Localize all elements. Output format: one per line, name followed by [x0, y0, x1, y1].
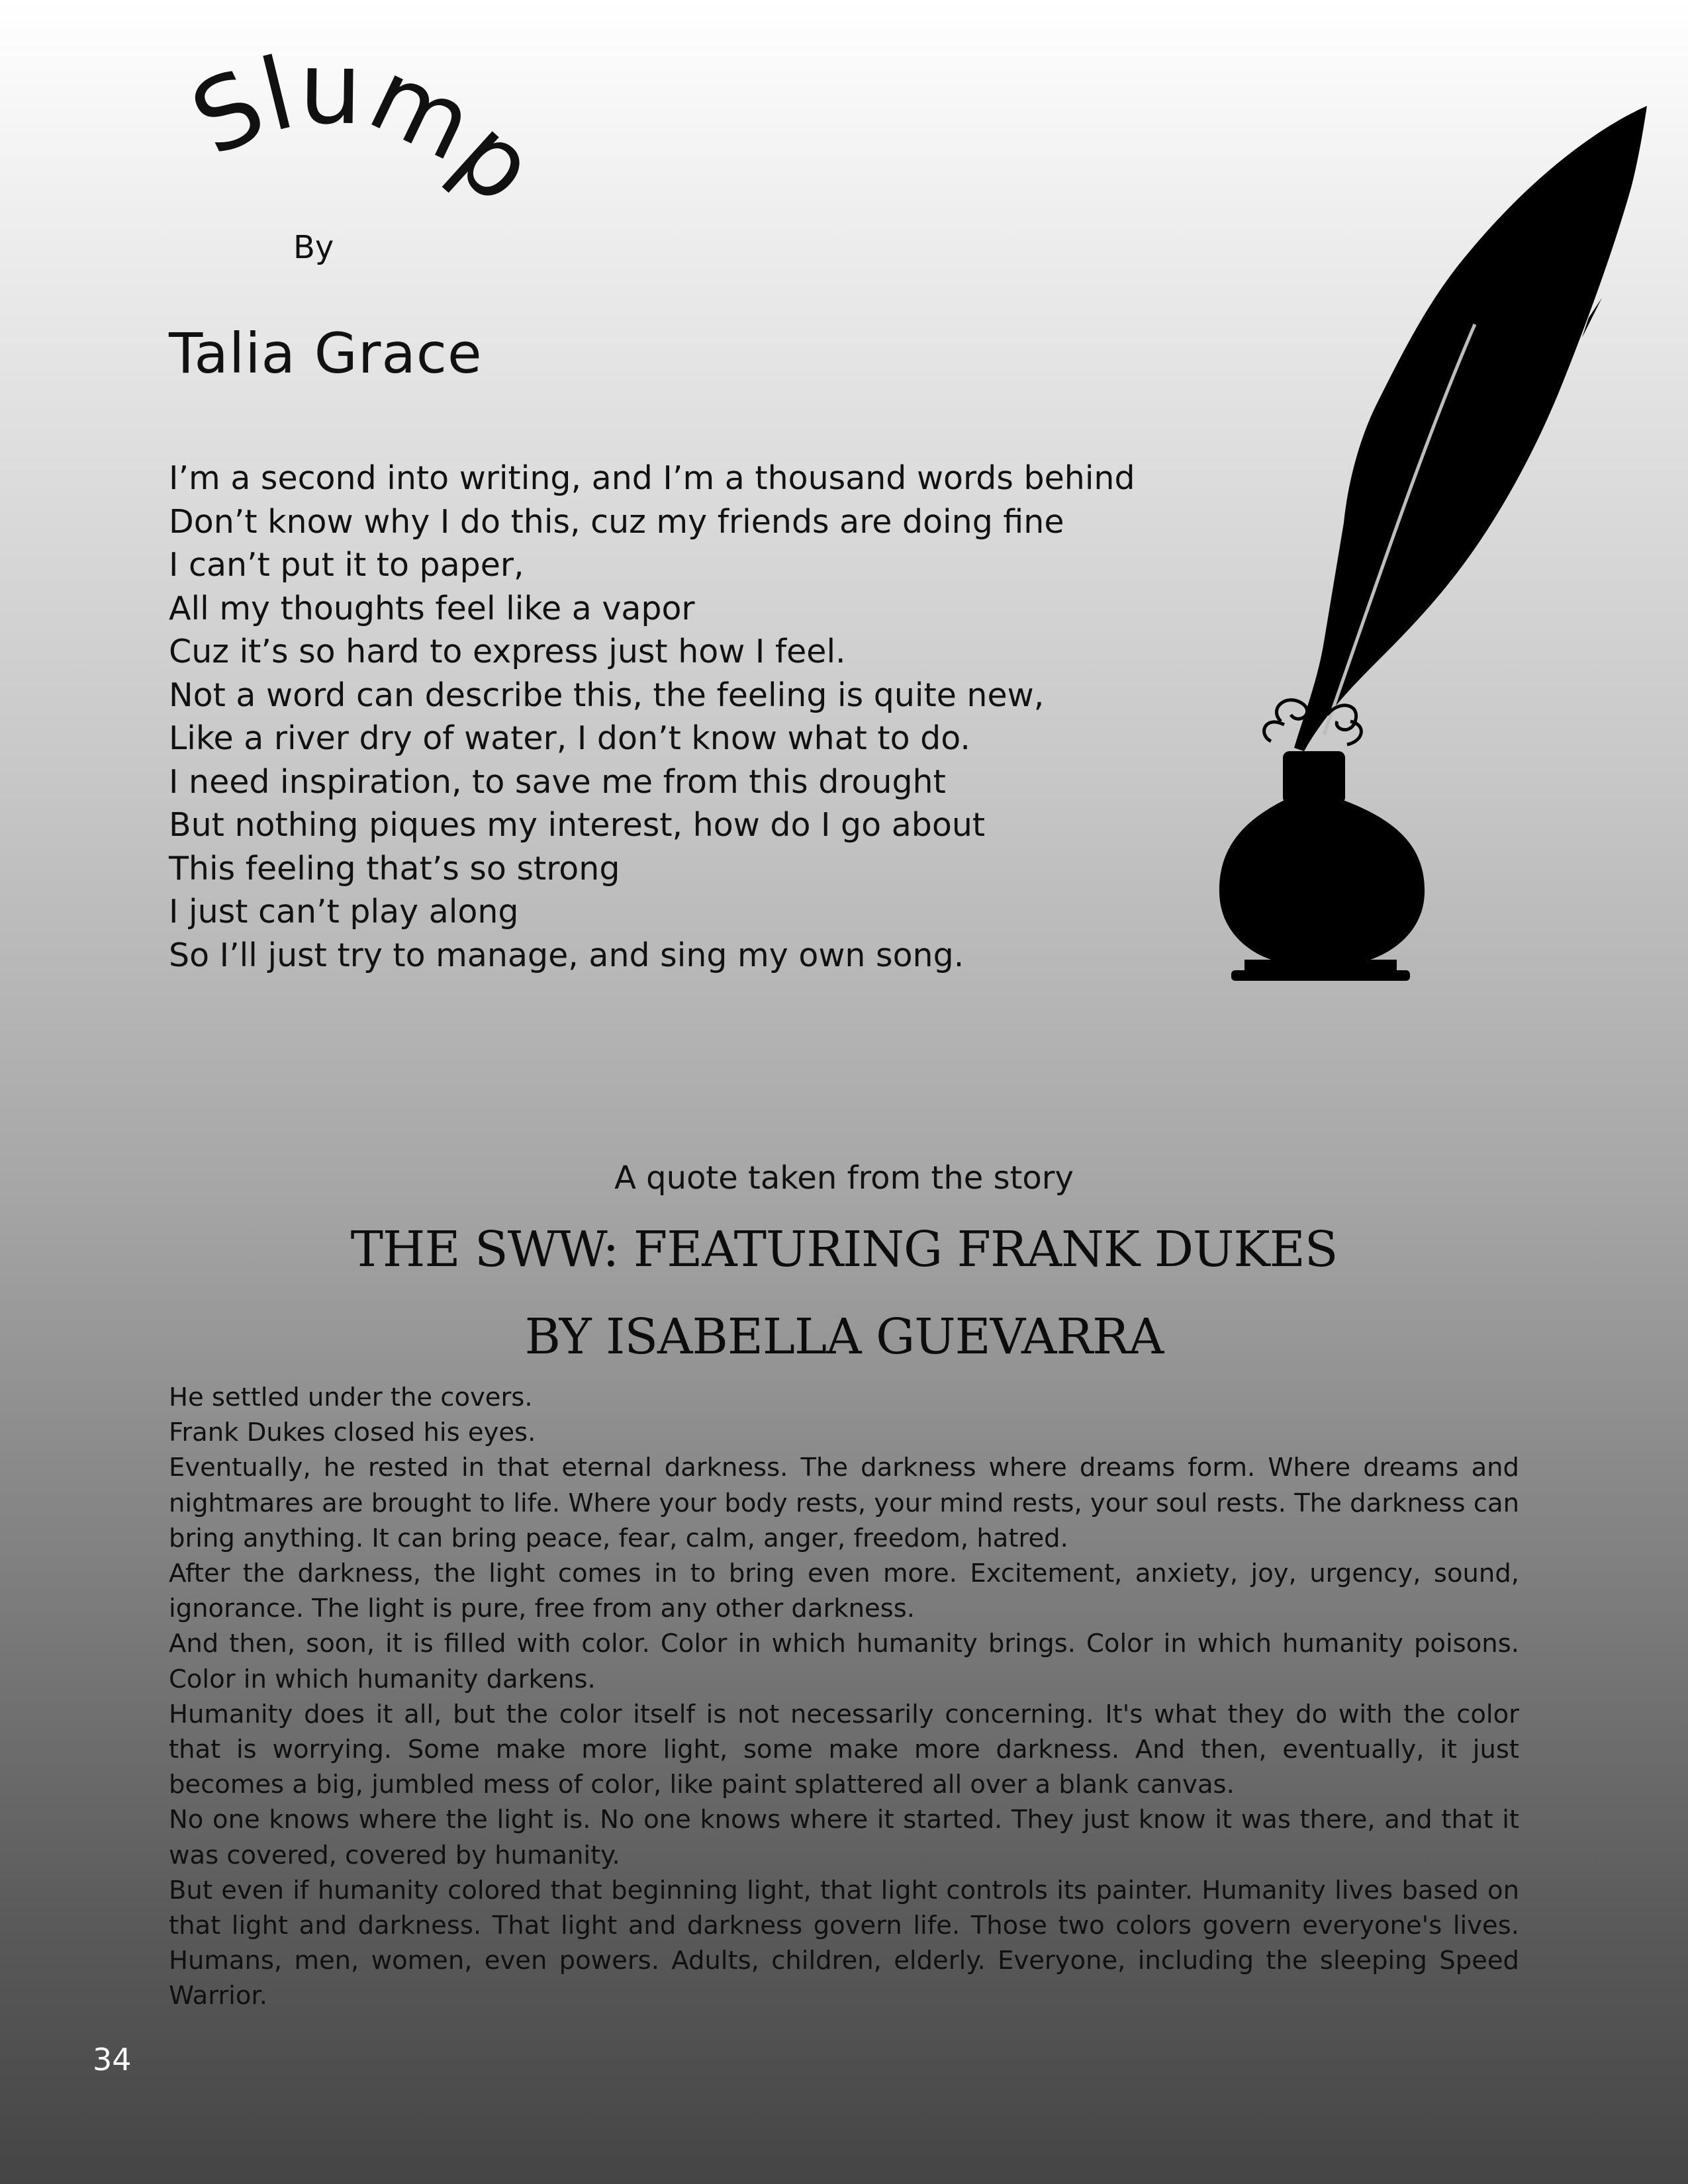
- poem-line: I need inspiration, to save me from this drought: [169, 762, 946, 801]
- excerpt-paragraph: After the darkness, the light comes in to bring even more. Excitement, anxiety, joy, urgency, sound, ignorance. The light is pure, free from any other darkness.: [169, 1559, 1519, 1624]
- story-title: [0, 1206, 1688, 1381]
- poem-line: I’m a second into writing, and I’m a thousand words behind: [169, 459, 1135, 497]
- excerpt-paragraph: Humanity does it all, but the color itself is not necessarily concerning. It's what they do with the color that is worrying. Some make more light, some make more darkness. And then, eventually, it just becomes a big, jumbled mess of color, like paint splattered all over a blank canvas.: [169, 1699, 1519, 1800]
- quote-intro: A quote taken from the story: [614, 1160, 1074, 1197]
- poem-line: Don’t know why I do this, cuz my friends are doing fine: [169, 502, 1064, 541]
- poem-line: All my thoughts feel like a vapor: [169, 589, 695, 627]
- inkwell-neck: [1283, 751, 1345, 804]
- story-title-line: THE SWW: FEATURING FRANK DUKES: [350, 1221, 1338, 1278]
- poem-title: [165, 40, 576, 278]
- story-excerpt: [169, 1380, 1519, 2014]
- poem-line: Like a river dry of water, I don’t know what to do.: [169, 719, 970, 757]
- excerpt-paragraph: He settled under the covers.: [169, 1383, 533, 1412]
- poem-line: This feeling that’s so strong: [169, 849, 620, 887]
- by-label: By: [293, 229, 334, 266]
- excerpt-paragraph: And then, soon, it is filled with color. Color in which humanity brings. Color in which humanity poisons. Color in which humanity darkens.: [169, 1629, 1519, 1694]
- excerpt-paragraph: Frank Dukes closed his eyes.: [169, 1418, 536, 1448]
- poem-line: I can’t put it to paper,: [169, 546, 524, 584]
- quill-and-inkwell-icon: [1205, 99, 1655, 986]
- feather-icon: [1294, 106, 1647, 751]
- excerpt-paragraph: Eventually, he rested in that eternal darkness. The darkness where dreams form. Where dreams and nightmares are brought to life. Where your body rests, your mind rests, your soul rests. The darkness can bring anything. It can bring peace, fear, calm, anger, freedom, hatred.: [169, 1453, 1519, 1553]
- poem-line: I just can’t play along: [169, 893, 519, 931]
- poem-title-path-text: Slump: [175, 40, 557, 226]
- page-number: 34: [93, 2042, 132, 2077]
- story-author-line: BY ISABELLA GUEVARRA: [524, 1308, 1164, 1365]
- poem-body: [169, 457, 1201, 977]
- excerpt-paragraph: No one knows where the light is. No one knows where it started. They just know it was there, and that it was covered, covered by humanity.: [169, 1805, 1519, 1870]
- poem-line: So I’ll just try to manage, and sing my own song.: [169, 936, 964, 974]
- inkwell-icon: [1219, 801, 1425, 973]
- poem-line: Not a word can describe this, the feeling is quite new,: [169, 676, 1045, 714]
- excerpt-paragraph: But even if humanity colored that beginning light, that light controls its painter. Humanity lives based on that light and darkness. That light and darkness govern life. Those two colors govern everyone's lives. Humans, men, women, even powers. Adults, children, elderly. Everyone, including the sleeping Speed Warrior.: [169, 1875, 1519, 2011]
- poem-line: Cuz it’s so hard to express just how I feel.: [169, 633, 846, 670]
- poem-author: Talia Grace: [169, 321, 483, 386]
- poem-line: But nothing piques my interest, how do I go about: [169, 806, 986, 844]
- poem-title-text: [175, 40, 557, 226]
